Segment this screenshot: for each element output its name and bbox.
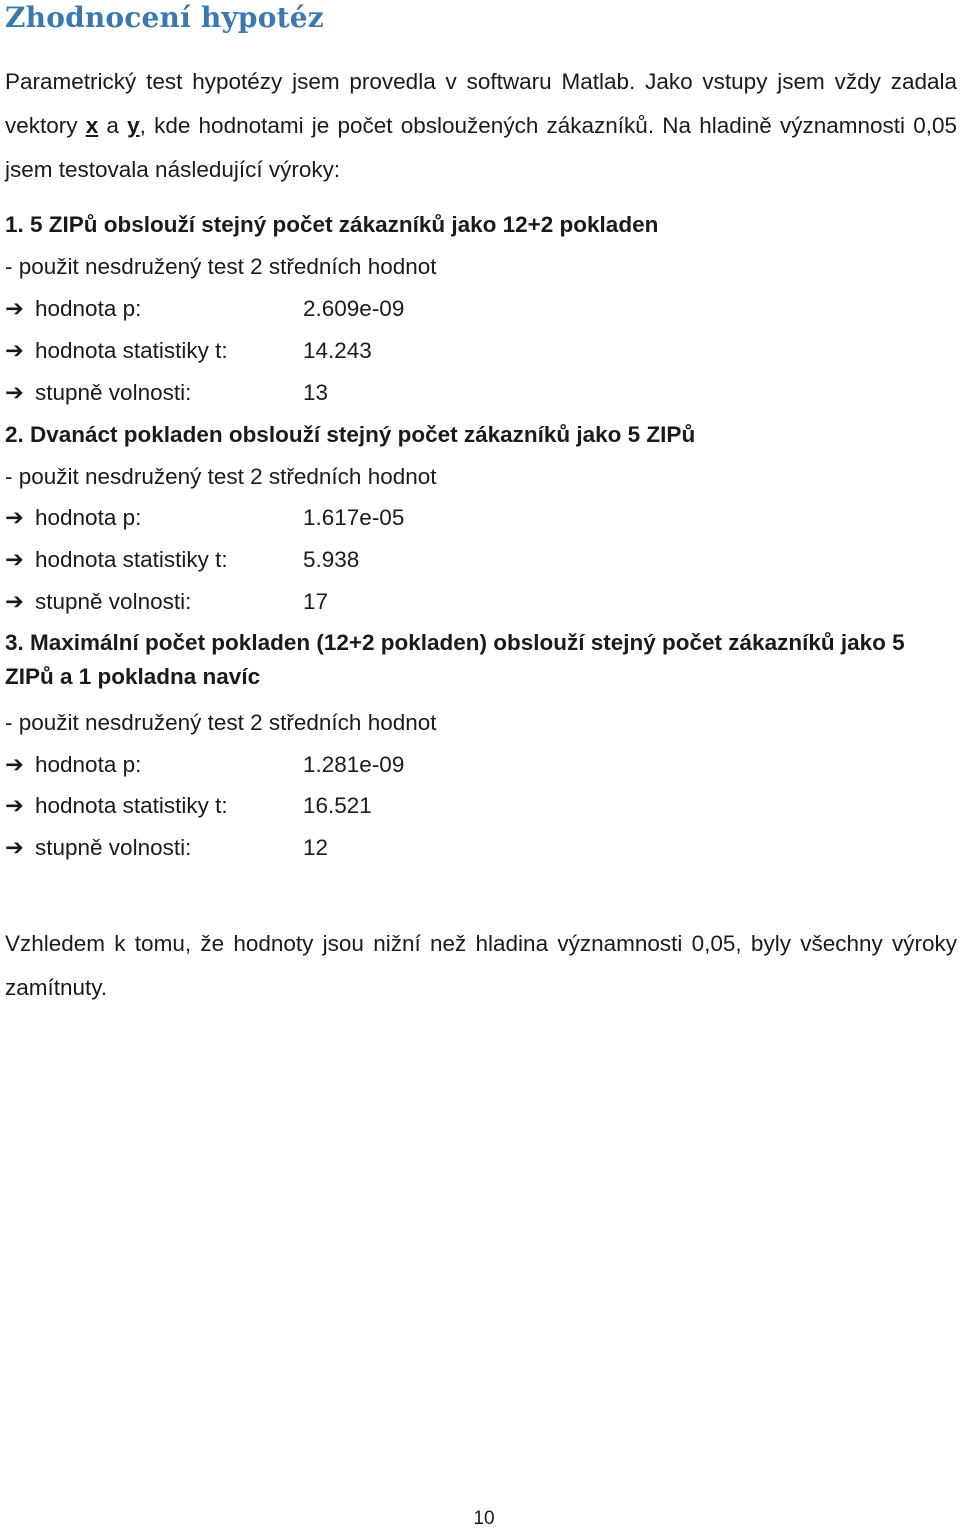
right-arrow-icon: ➔ [5, 547, 24, 572]
result-label: hodnota p: [35, 296, 142, 321]
result-value: 1.281e-09 [303, 752, 405, 777]
result-label: hodnota p: [35, 505, 142, 530]
page-number: 10 [473, 1508, 495, 1529]
hypothesis-2-result-df [5, 587, 328, 617]
right-arrow-icon: ➔ [5, 296, 24, 321]
hypothesis-3-result-p [5, 750, 404, 780]
hypothesis-2-title: 2. Dvanáct pokladen obslouží stejný počet zákazníků jako 5 ZIPů [5, 422, 696, 447]
hypothesis-2-result-t [5, 545, 359, 575]
intro-text-part3: , kde hodnotami je počet obsloužených zákazníků. Na hladině významnosti 0,05 jsem testovala následující výroky: [5, 113, 957, 182]
result-label: hodnota p: [35, 752, 142, 777]
result-value: 14.243 [303, 338, 372, 363]
right-arrow-icon: ➔ [5, 505, 24, 530]
right-arrow-icon: ➔ [5, 338, 24, 363]
result-value: 13 [303, 380, 329, 405]
hypothesis-3-result-t [5, 791, 372, 821]
right-arrow-icon: ➔ [5, 380, 24, 405]
result-label: stupně volnosti: [35, 835, 192, 860]
result-label: hodnota statistiky t: [35, 547, 228, 572]
hypothesis-3-method: - použit nesdružený test 2 středních hodnot [5, 710, 437, 735]
result-label: stupně volnosti: [35, 380, 192, 405]
hypothesis-1-result-p [5, 294, 404, 324]
vector-y: y [127, 113, 140, 138]
intro-text-part1: Parametrický test hypotézy jsem provedla v softwaru Matlab. Jako vstupy jsem vždy zadala vektory [5, 69, 957, 138]
result-value: 5.938 [303, 547, 360, 572]
hypothesis-2-method: - použit nesdružený test 2 středních hodnot [5, 464, 437, 489]
vector-x: x [85, 113, 99, 138]
result-value: 1.617e-05 [303, 505, 405, 530]
result-value: 17 [303, 589, 329, 614]
intro-paragraph [5, 60, 957, 192]
hypothesis-1-title: 1. 5 ZIPů obslouží stejný počet zákazníků jako 12+2 pokladen [5, 212, 659, 237]
section-heading: Zhodnocení hypotéz [5, 1, 324, 34]
conclusion-paragraph: Vzhledem k tomu, že hodnoty jsou nižní než hladina významnosti 0,05, byly všechny výroky zamítnuty. [5, 931, 957, 1000]
hypothesis-1-result-t [5, 336, 372, 366]
hypothesis-2-result-p [5, 503, 404, 533]
hypothesis-3-result-df [5, 833, 328, 863]
intro-text-part2: a [98, 113, 128, 138]
result-value: 16.521 [303, 793, 372, 818]
result-label: hodnota statistiky t: [35, 793, 228, 818]
result-value: 12 [303, 835, 329, 860]
right-arrow-icon: ➔ [5, 835, 24, 860]
hypothesis-3-title: 3. Maximální počet pokladen (12+2 pokladen) obslouží stejný počet zákazníků jako 5 ZIPů a 1 pokladna navíc [5, 630, 905, 689]
hypothesis-1-method: - použit nesdružený test 2 středních hodnot [5, 254, 437, 279]
right-arrow-icon: ➔ [5, 752, 24, 777]
result-label: hodnota statistiky t: [35, 338, 228, 363]
result-value: 2.609e-09 [303, 296, 405, 321]
hypothesis-1-result-df [5, 378, 328, 408]
right-arrow-icon: ➔ [5, 589, 24, 614]
result-label: stupně volnosti: [35, 589, 192, 614]
right-arrow-icon: ➔ [5, 793, 24, 818]
